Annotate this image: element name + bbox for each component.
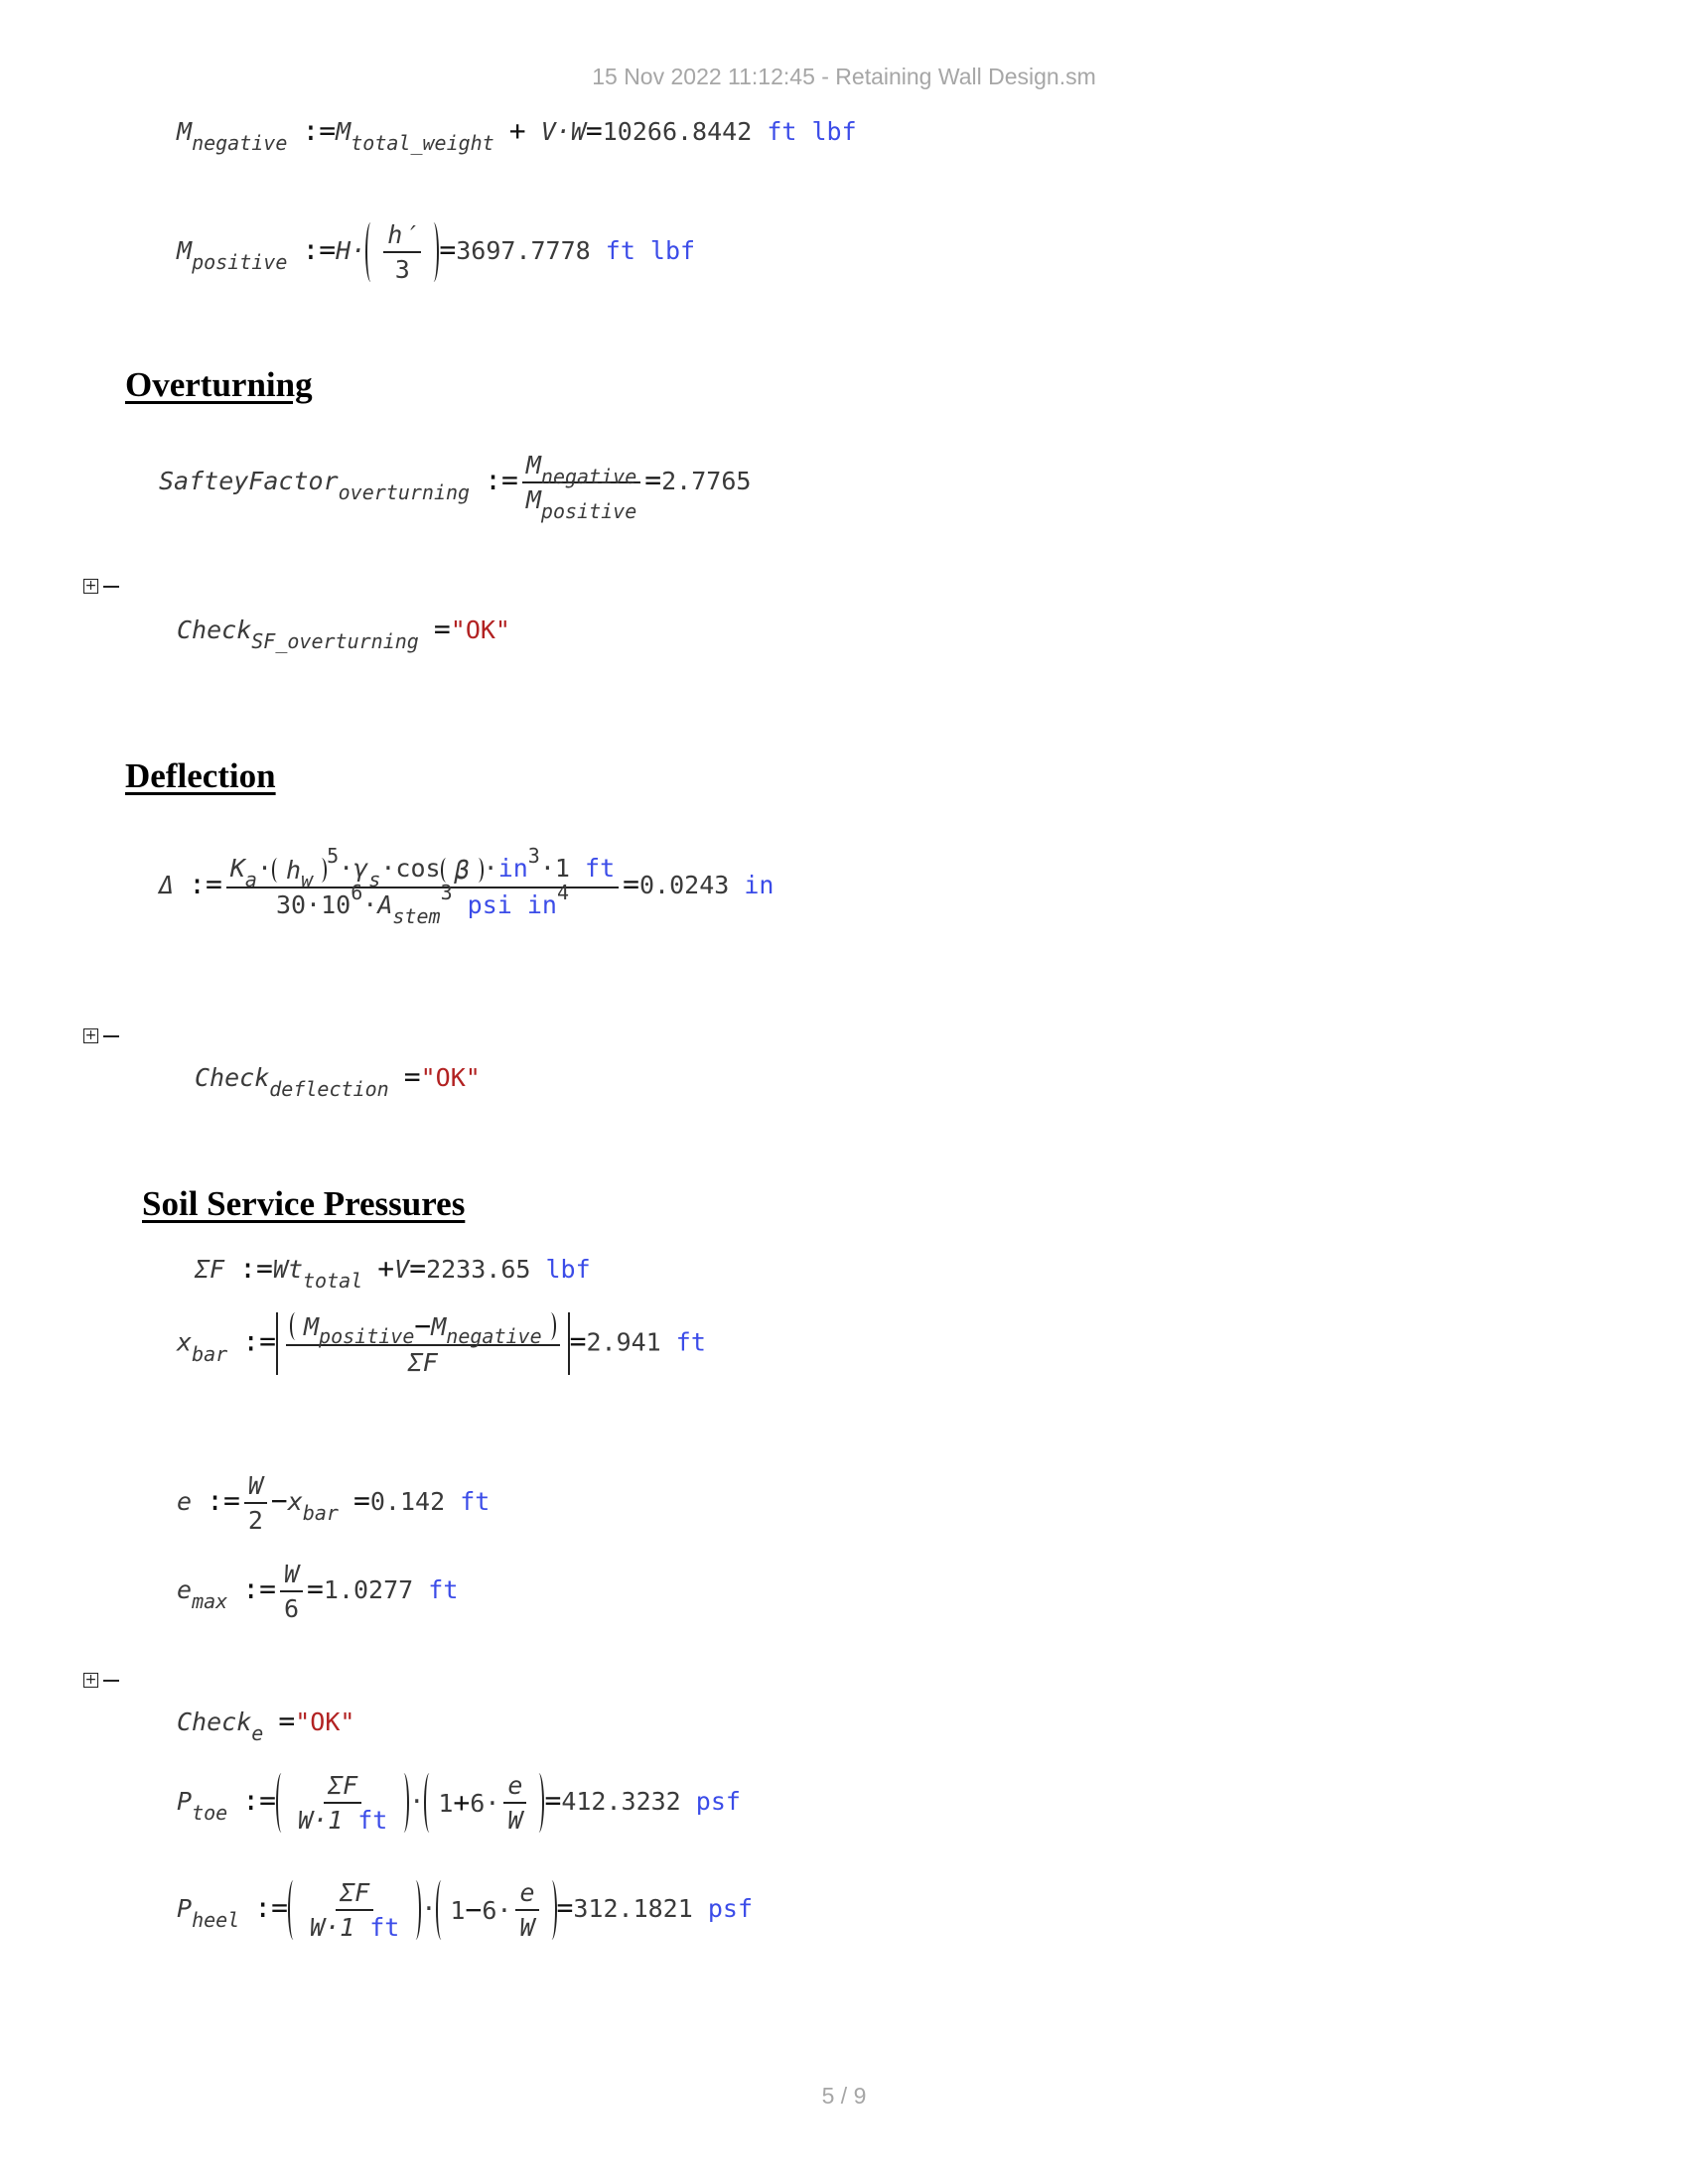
equals-operator: =: [556, 1891, 574, 1924]
equation-eccentricity[interactable]: [177, 1473, 490, 1533]
define-operator: :=: [207, 1484, 240, 1517]
subscript: total: [303, 1269, 363, 1293]
fraction-denominator: 2: [247, 1506, 263, 1535]
define-operator: :=: [189, 867, 222, 900]
number: 1: [554, 854, 570, 883]
define-operator: :=: [239, 1252, 273, 1285]
fraction-denominator: [294, 1804, 391, 1833]
fraction: [503, 1773, 526, 1833]
fraction: [244, 1473, 267, 1533]
subscript: s: [368, 868, 381, 891]
define-operator: :=: [485, 464, 518, 496]
equals-operator: =: [439, 233, 457, 266]
parenthesis-group: [272, 855, 327, 891]
superscript: 5: [327, 844, 340, 868]
equals-operator: =: [409, 1252, 427, 1285]
fraction-numerator: W: [244, 1473, 267, 1504]
result-value: 3697.7778: [456, 236, 591, 265]
fraction-numerator: ΣF: [324, 1773, 361, 1804]
fraction: [306, 1880, 403, 1940]
unit: psi in: [467, 889, 557, 919]
result-unit: ft: [428, 1575, 459, 1604]
symbol: V: [394, 1255, 410, 1284]
number: 6·: [470, 1788, 500, 1818]
symbol: SafteyFactor: [159, 467, 339, 495]
symbol: M: [177, 117, 193, 146]
fraction-numerator: W: [280, 1562, 303, 1592]
fraction-numerator: e: [515, 1880, 538, 1911]
result-value: 412.3232: [561, 1787, 681, 1816]
operator: −: [270, 1484, 288, 1517]
symbol: A: [377, 889, 393, 919]
fraction-numerator: e: [503, 1773, 526, 1804]
define-operator: :=: [254, 1891, 289, 1924]
subscript: positive: [192, 250, 288, 274]
define-operator: :=: [302, 233, 337, 266]
result-string: "OK": [295, 1707, 355, 1736]
equation-p-toe[interactable]: $P_{toe}$ := $\frac{\Sigma F}{W\cdot 1 ft}$ · 1 + 6· $\frac{e}{W}$ =412.3232 psf: [177, 1771, 741, 1835]
equals-operator: =: [585, 114, 603, 147]
fraction-denominator: [306, 1911, 403, 1940]
parenthesis-group: [441, 855, 484, 885]
result-unit: ft: [675, 1327, 706, 1357]
fraction: [383, 222, 421, 282]
subscript: stem: [392, 903, 441, 928]
result-value: 0.0243: [639, 870, 730, 899]
parenthesis-group: [288, 1880, 421, 1940]
superscript: 6: [351, 880, 363, 904]
symbol: P: [177, 1787, 193, 1816]
unit: ft: [585, 854, 616, 883]
operator: +: [508, 114, 526, 147]
result-unit: ft lbf: [767, 117, 857, 146]
subscript: toe: [192, 1801, 228, 1825]
equals-operator: =: [644, 464, 662, 496]
result-value: 0.142: [369, 1487, 446, 1516]
equals-operator: =: [403, 1060, 421, 1093]
fraction: [226, 844, 619, 928]
toggle-line: [103, 1035, 119, 1037]
subscript: heel: [192, 1908, 240, 1932]
fraction-denominator: $30\cdot 10^6\cdot A_{stem}^3$ psi $in^4$: [275, 880, 570, 928]
result-value: 2233.65: [426, 1255, 531, 1284]
result-unit: psf: [695, 1787, 741, 1816]
equation-p-heel[interactable]: $P_{heel}$ := $\frac{\Sigma F}{W\cdot 1 ft}$ · 1 − 6· $\frac{e}{W}$ =312.1821 psf: [177, 1878, 753, 1942]
fraction: [522, 451, 640, 523]
subscript: negative: [192, 131, 288, 155]
operator: −: [465, 1893, 483, 1926]
equals-operator: =: [307, 1572, 324, 1605]
subscript: w: [301, 868, 314, 891]
subscript: bar: [192, 1341, 228, 1366]
result-unit: psf: [707, 1894, 753, 1923]
fraction: [286, 1309, 560, 1377]
subscript: max: [192, 1589, 228, 1613]
fraction-numerator: [522, 451, 640, 488]
expand-collapse-toggle[interactable]: +: [84, 1027, 97, 1043]
page-header: 15 Nov 2022 11:12:45 - Retaining Wall Design.sm: [592, 64, 1096, 89]
result-unit: ft lbf: [605, 236, 696, 265]
equals-operator: =: [433, 613, 451, 645]
symbol: K: [229, 854, 245, 883]
equals-operator: =: [353, 1484, 370, 1517]
subscript: negative: [446, 1324, 542, 1348]
subscript: e: [251, 1721, 264, 1745]
define-operator: :=: [242, 1784, 276, 1817]
section-heading-soil-service-pressures: Soil Service Pressures: [142, 1184, 466, 1223]
subscript: deflection: [269, 1077, 389, 1101]
symbol: W·1: [297, 1806, 344, 1835]
fraction-denominator: 3: [394, 255, 410, 284]
equals-operator: =: [278, 1705, 296, 1737]
check-deflection[interactable]: [195, 1060, 481, 1101]
fraction-denominator: W: [507, 1806, 523, 1835]
fraction: [280, 1562, 303, 1621]
define-operator: :=: [242, 1572, 276, 1605]
symbol: P: [177, 1894, 193, 1923]
result-unit: lbf: [545, 1255, 591, 1284]
subscript: overturning: [338, 480, 471, 504]
fraction: [515, 1880, 538, 1940]
fraction-numerator: [286, 1309, 560, 1348]
result-value: 1.0277: [323, 1575, 414, 1604]
define-operator: :=: [302, 114, 337, 147]
symbol: M: [525, 485, 541, 514]
unit: ft: [369, 1913, 400, 1942]
result-string: "OK": [420, 1063, 481, 1092]
result-value: 10266.8442: [602, 117, 753, 146]
equation-deflection[interactable]: [159, 844, 774, 928]
parenthesis-group: [290, 1309, 556, 1348]
subscript: SF_overturning: [251, 629, 419, 653]
equation-m-positive[interactable]: [177, 222, 695, 282]
superscript: 4: [556, 880, 570, 904]
symbol: H·: [336, 236, 366, 265]
symbol: Wt: [272, 1255, 303, 1284]
fraction-denominator: ΣF: [407, 1348, 438, 1377]
section-heading-overturning: Overturning: [125, 365, 313, 404]
symbol: β: [454, 855, 470, 885]
equals-operator: =: [569, 1324, 587, 1358]
check-eccentricity[interactable]: [177, 1705, 355, 1745]
define-operator: :=: [242, 1324, 276, 1358]
expand-collapse-toggle[interactable]: +: [84, 578, 97, 594]
symbol: h: [286, 855, 302, 885]
operator: +: [377, 1252, 395, 1285]
symbol: W·1: [310, 1913, 355, 1942]
subscript: bar: [302, 1501, 339, 1525]
fraction-numerator: $K_a\cdot$ h w $^5\cdot\gamma_s\cdot\cos$ β $\cdot in^3\cdot 1$ ft: [226, 856, 619, 888]
superscript: 3: [440, 880, 453, 904]
fraction-numerator: h′: [383, 222, 421, 253]
result-value: 312.1821: [573, 1894, 693, 1923]
superscript: 3: [527, 844, 540, 868]
subscript: positive: [540, 499, 637, 523]
number: 1: [438, 1788, 454, 1818]
symbol: x: [177, 1327, 193, 1357]
symbol: M: [336, 117, 352, 146]
parenthesis-group: [424, 1773, 544, 1833]
toggle-line: [103, 1680, 119, 1682]
fraction: [294, 1773, 391, 1833]
result-value: 2.7765: [661, 467, 752, 495]
fraction-numerator: ΣF: [336, 1880, 373, 1911]
equation-sum-f[interactable]: [195, 1252, 591, 1293]
subscript: a: [244, 868, 257, 891]
symbol: M: [431, 1311, 447, 1341]
result-string: "OK": [450, 615, 510, 644]
symbol: γ: [353, 854, 369, 883]
absolute-value: [276, 1309, 570, 1377]
fraction-denominator: 6: [283, 1594, 300, 1623]
result-unit: in: [744, 870, 774, 899]
check-overturning[interactable]: [177, 613, 510, 653]
result-value: 2.941: [586, 1327, 661, 1357]
equation-safety-factor[interactable]: [159, 451, 752, 523]
parenthesis-group: [365, 222, 439, 282]
symbol: e: [177, 1487, 193, 1516]
equals-operator: =: [544, 1784, 562, 1817]
symbol: e: [177, 1575, 193, 1604]
section-heading-deflection: Deflection: [125, 756, 276, 795]
parenthesis-group: [436, 1880, 556, 1940]
number: 30·10: [275, 889, 352, 919]
subscript: total_weight: [351, 131, 494, 155]
symbol: x: [287, 1487, 303, 1516]
parenthesis-group: [276, 1773, 409, 1833]
symbol: Check: [177, 615, 252, 644]
number: 1: [450, 1895, 466, 1925]
equation-m-negative[interactable]: [177, 114, 857, 155]
symbol: M: [303, 1311, 320, 1341]
symbol: ΣF: [195, 1255, 225, 1284]
expand-collapse-toggle[interactable]: +: [84, 1672, 97, 1688]
equals-operator: =: [623, 867, 639, 900]
symbol: Δ: [159, 870, 175, 899]
symbol: M: [177, 236, 193, 265]
toggle-line: [103, 586, 119, 588]
symbol: V·W: [540, 117, 586, 146]
operator: −: [414, 1309, 432, 1342]
symbol: M: [525, 451, 541, 479]
number: 6·: [482, 1895, 512, 1925]
fraction-denominator: W: [519, 1913, 535, 1942]
unit: ft: [357, 1806, 388, 1835]
result-unit: ft: [460, 1487, 491, 1516]
symbol: Check: [177, 1707, 252, 1736]
operator: +: [453, 1786, 471, 1819]
page-number-footer: 5 / 9: [821, 2083, 867, 2109]
unit: in: [497, 854, 528, 883]
function-name: cos: [395, 854, 441, 883]
subscript: positive: [319, 1324, 415, 1348]
equation-x-bar[interactable]: [177, 1309, 706, 1377]
equation-e-max[interactable]: [177, 1562, 458, 1621]
symbol: Check: [195, 1063, 270, 1092]
subscript: negative: [540, 465, 637, 488]
